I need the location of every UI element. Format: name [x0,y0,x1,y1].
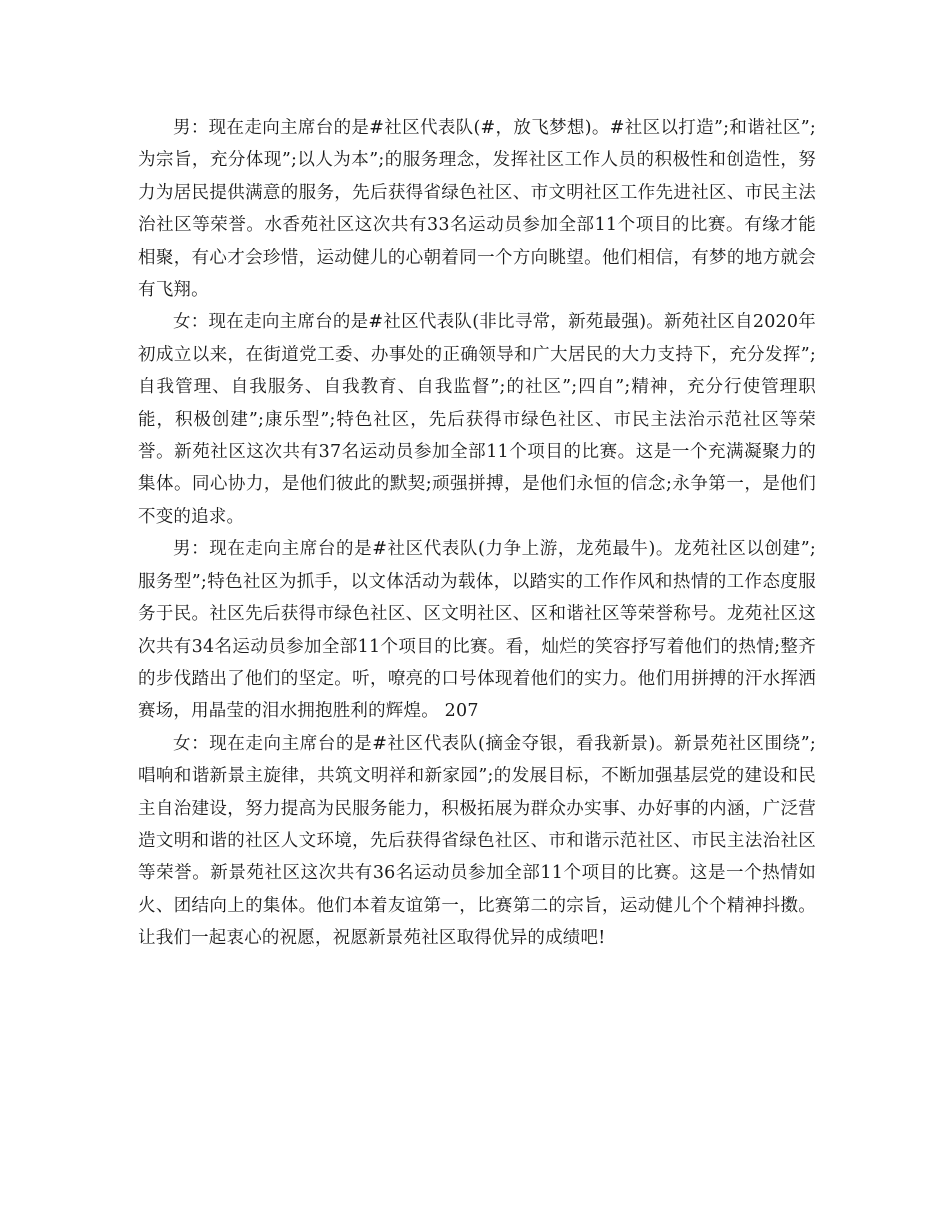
document-page [138,112,816,955]
paragraph-female-host-1: 女：现在走向主席台的是#社区代表队(非比寻常，新苑最强)。新苑社区自2020年初成立以来，在街道党工委、办事处的正确领导和广大居民的大力支持下，充分发挥”;自我管理、自我服务、自我教育、自我监督”;的社区”;四自”;精神，充分行使管理职能，积极创建”;康乐型”;特色社区，先后获得市绿色社区、市民主法治示范社区等荣誉。新苑社区这次共有37名运动员参加全部11个项目的比赛。这是一个充满凝聚力的集体。同心协力，是他们彼此的默契;顽强拼搏，是他们永恒的信念;永争第一，是他们不变的追求。 [138,312,816,527]
paragraph-male-host-2: 男：现在走向主席台的是#社区代表队(力争上游，龙苑最牛)。龙苑社区以创建”;服务型”;特色社区为抓手，以文体活动为载体，以踏实的工作作风和热情的工作态度服务于民。社区先后获得市绿色社区、区文明社区、区和谐社区等荣誉称号。龙苑社区这次共有34名运动员参加全部11个项目的比赛。看，灿烂的笑容抒写着他们的热情;整齐的步伐踏出了他们的坚定。听，嘹亮的口号体现着他们的实力。他们用拼搏的汗水挥洒赛场，用晶莹的泪水拥抱胜利的辉煌。 207 [138,539,816,722]
paragraph-male-host-1: 男：现在走向主席台的是#社区代表队(#，放飞梦想)。#社区以打造”;和谐社区”;为宗旨，充分体现”;以人为本”;的服务理念，发挥社区工作人员的积极性和创造性，努力为居民提供满意的服务，先后获得省绿色社区、市文明社区工作先进社区、市民主法治社区等荣誉。水香苑社区这次共有33名运动员参加全部11个项目的比赛。有缘才能相聚，有心才会珍惜，运动健儿的心朝着同一个方向眺望。他们相信，有梦的地方就会有飞翔。 [138,118,816,301]
paragraph-female-host-2: 女：现在走向主席台的是#社区代表队(摘金夺银，看我新景)。新景苑社区围绕”;唱响和谐新景主旋律，共筑文明祥和新家园”;的发展目标，不断加强基层党的建设和民主自治建设，努力提高为民服务能力，积极拓展为群众办实事、办好事的内涵，广泛营造文明和谐的社区人文环境，先后获得省绿色社区、市和谐示范社区、市民主法治社区等荣誉。新景苑社区这次共有36名运动员参加全部11个项目的比赛。这是一个热情如火、团结向上的集体。他们本着友谊第一，比赛第二的宗旨，运动健儿个个精神抖擞。让我们一起衷心的祝愿，祝愿新景苑社区取得优异的成绩吧! [138,733,816,949]
